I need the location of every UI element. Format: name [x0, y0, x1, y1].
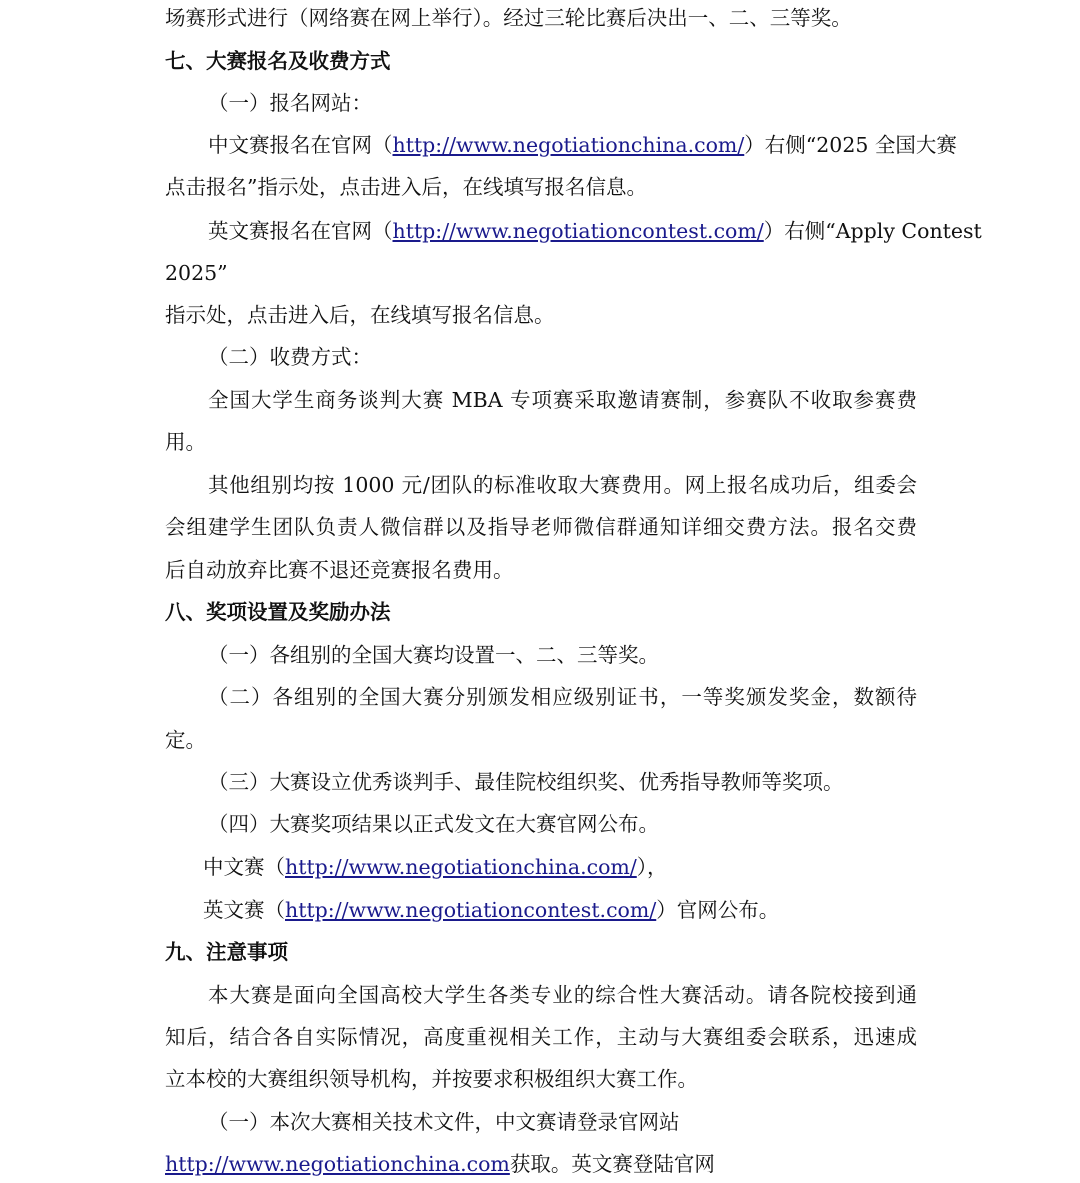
paragraph-line: [165, 1149, 917, 1179]
paragraph-line: 2025”: [165, 261, 228, 285]
english-site-link[interactable]: http://www.negotiationcontest.com/: [285, 898, 657, 922]
paragraph-line: [165, 3, 917, 33]
paragraph-line: （一）各组别的全国大赛均设置一、二、三等奖。: [208, 643, 659, 667]
paragraph-line: 立本校的大赛组织领导机构，并按要求积极组织大赛工作。: [165, 1067, 698, 1091]
text-span: ）官网公布。: [656, 898, 780, 922]
paragraph-line: 指示处，点击进入后，在线填写报名信息。: [165, 303, 555, 327]
section-heading-9: 九、注意事项: [165, 940, 288, 964]
text-span: 英文赛报名在官网（: [208, 219, 393, 243]
paragraph-line: 知后，结合各自实际情况，高度重视相关工作，主动与大赛组委会联系，迅速成: [165, 1025, 917, 1049]
chinese-site-link[interactable]: http://www.negotiationchina.com/: [285, 855, 637, 879]
paragraph-line: 本大赛是面向全国高校大学生各类专业的综合性大赛活动。请各院校接到通: [208, 983, 917, 1007]
paragraph-line: [203, 895, 917, 925]
paragraph-line: 后自动放弃比赛不退还竞赛报名费用。: [165, 558, 514, 582]
paragraph-line: 会组建学生团队负责人微信群以及指导老师微信群通知详细交费方法。报名交费: [165, 515, 917, 539]
text-span: 场赛形式进行（网络赛在网上举行）。经过三轮比赛后决出一、二、三等奖。: [165, 6, 852, 30]
chinese-site-link[interactable]: http://www.negotiationchina.com/: [392, 133, 745, 157]
subheading-fee-method: （二）收费方式：: [208, 345, 372, 369]
text-span: 获取。英文赛登陆官网: [509, 1152, 715, 1176]
paragraph-line: （二）各组别的全国大赛分别颁发相应级别证书，一等奖颁发奖金，数额待: [208, 685, 917, 709]
text-span: ）右侧“2025 全国大赛: [744, 133, 957, 157]
paragraph-line: 其他组别均按 1000 元/团队的标准收取大赛费用。网上报名成功后，组委会: [208, 473, 917, 497]
text-span: ）右侧“Apply Contest: [763, 219, 982, 243]
paragraph-line: 点击报名”指示处，点击进入后，在线填写报名信息。: [165, 175, 647, 199]
section-heading-8: 八、奖项设置及奖励办法: [165, 600, 391, 624]
paragraph-line: 全国大学生商务谈判大赛 MBA 专项赛采取邀请赛制，参赛队不收取参赛费: [208, 388, 917, 412]
paragraph-line: [203, 852, 917, 882]
paragraph-line: 用。: [165, 430, 206, 454]
subheading-registration-site: （一）报名网站：: [208, 91, 372, 115]
paragraph-line: [208, 130, 957, 160]
text-span: 中文赛报名在官网（: [208, 133, 393, 157]
paragraph-line: （四）大赛奖项结果以正式发文在大赛官网公布。: [208, 812, 659, 836]
section-heading-7: 七、大赛报名及收费方式: [165, 49, 391, 73]
paragraph-line: （一）本次大赛相关技术文件，中文赛请登录官网站: [208, 1110, 680, 1134]
english-site-link[interactable]: http://www.negotiationcontest.com/: [392, 219, 764, 243]
chinese-site-link[interactable]: http://www.negotiationchina.com: [165, 1152, 510, 1176]
paragraph-line: 定。: [165, 728, 206, 752]
paragraph-line: （三）大赛设立优秀谈判手、最佳院校组织奖、优秀指导教师等奖项。: [208, 770, 844, 794]
text-span: 中文赛（: [203, 855, 285, 879]
text-span: 英文赛（: [203, 898, 285, 922]
text-span: ），: [636, 855, 668, 879]
paragraph-line: [208, 216, 982, 246]
